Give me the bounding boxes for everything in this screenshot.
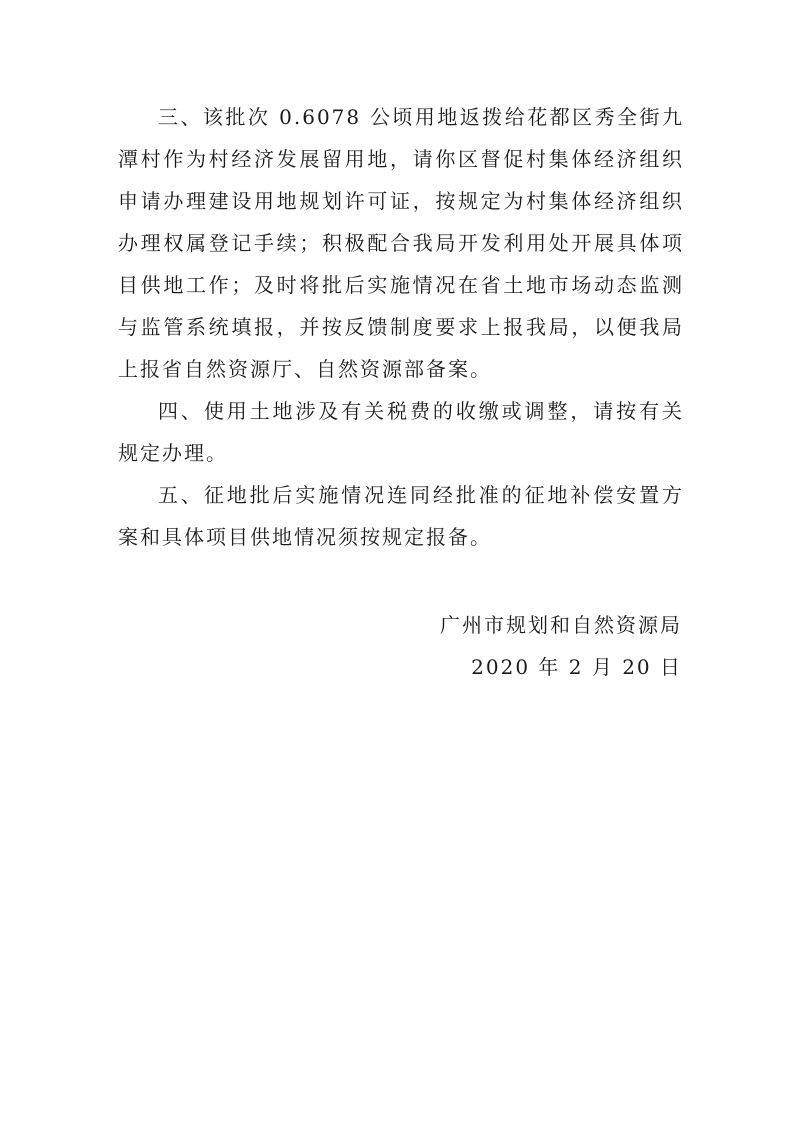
paragraph-four: 四、使用土地涉及有关税费的收缴或调整，请按有关规定办理。 <box>118 399 684 465</box>
signature-block <box>440 604 682 688</box>
issuing-organization: 广州市规划和自然资源局 <box>440 613 682 637</box>
document-body <box>118 96 684 558</box>
issue-date: 2020 年 2 月 20 日 <box>471 655 682 679</box>
paragraph-three: 三、该批次 0.6078 公顷用地返拨给花都区秀全街九潭村作为村经济发展留用地，请你区督促村集体经济组织申请办理建设用地规划许可证，按规定为村集体经济组织办理权属登记手续；积极配合我局开发利用处开展具体项目供地工作；及时将批后实施情况在省土地市场动态监测与监管系统填报，并按反馈制度要求上报我局，以便我局上报省自然资源厅、自然资源部备案。 <box>118 105 684 381</box>
paragraph-five: 五、征地批后实施情况连同经批准的征地补偿安置方案和具体项目供地情况须按规定报备。 <box>118 483 684 549</box>
